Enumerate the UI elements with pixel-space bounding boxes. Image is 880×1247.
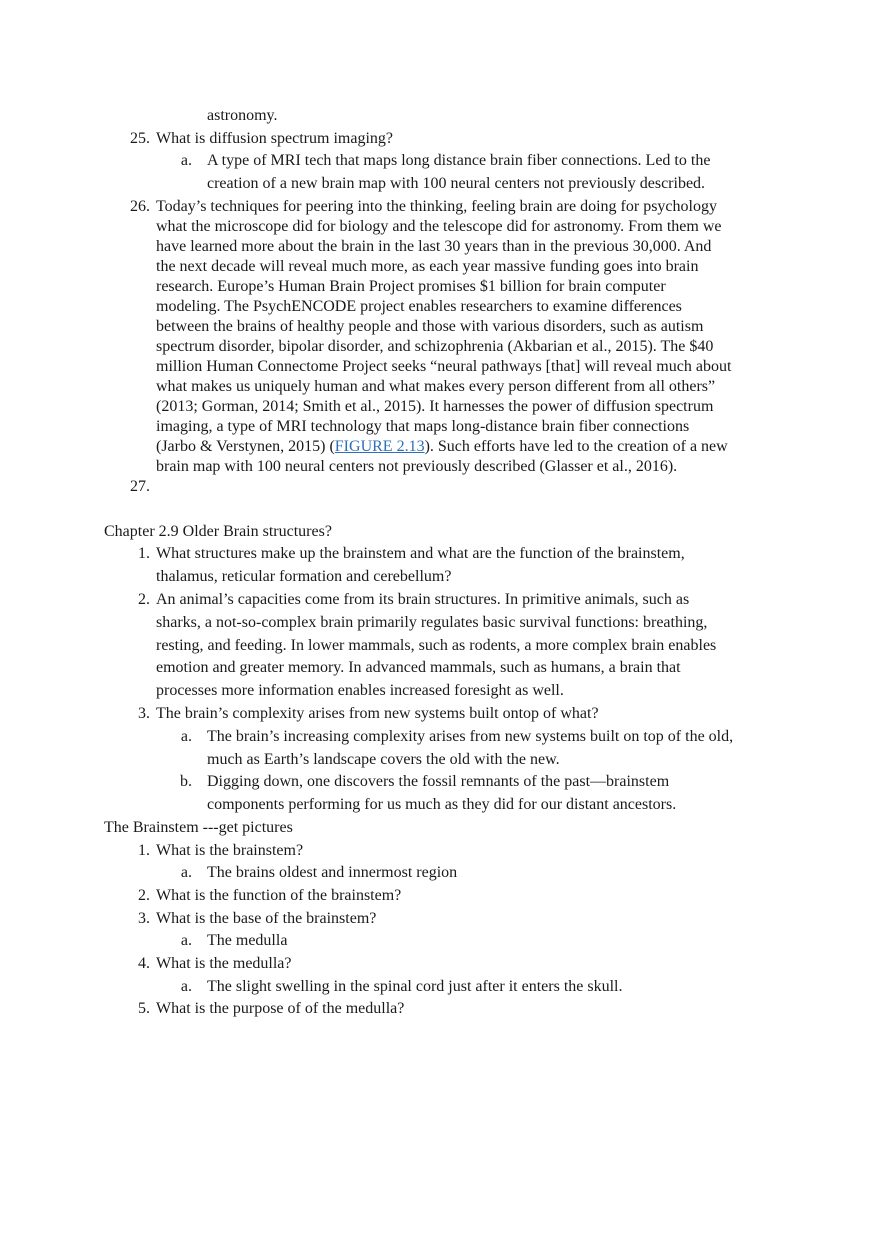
list-letter: a.: [180, 978, 192, 995]
paragraph-26-line-with-link: [156, 437, 728, 457]
paragraph-26-line: imaging, a type of MRI technology that maps long-distance brain fiber connections: [156, 418, 690, 435]
paragraph-26-line: modeling. The PsychENCODE project enables researchers to examine differences: [156, 298, 682, 315]
chapter-item-2-line: resting, and feeding. In lower mammals, such as rodents, a more complex brain enables: [156, 637, 717, 654]
paragraph-26-line: between the brains of healthy people and those with various disorders, such as autism: [156, 318, 704, 335]
paragraph-26-line: spectrum disorder, bipolar disorder, and schizophrenia (Akbarian et al., 2015). The $40: [156, 338, 714, 355]
chapter-item-1-line: thalamus, reticular formation and cerebellum?: [156, 568, 452, 585]
paragraph-26-line: research. Europe’s Human Brain Project promises $1 billion for brain computer: [156, 278, 666, 295]
paragraph-26-line: what makes us uniquely human and what makes every person different from all others”: [156, 378, 716, 395]
list-number: 2.: [138, 887, 150, 904]
list-letter: a.: [180, 152, 192, 169]
list-letter: a.: [180, 728, 192, 745]
list-number: 26.: [130, 198, 150, 215]
paragraph-26-text: ). Such efforts have led to the creation of a new: [424, 438, 728, 455]
paragraph-26-text: (Jarbo & Verstynen, 2015) (: [156, 438, 335, 455]
paragraph-26-line: what the microscope did for biology and the telescope did for astronomy. From them we: [156, 218, 722, 235]
chapter-item-2-line: processes more information enables increased foresight as well.: [156, 682, 564, 699]
brainstem-question-4: What is the medulla?: [156, 955, 292, 972]
brainstem-question-5: What is the purpose of of the medulla?: [156, 1000, 405, 1017]
brainstem-question-1: What is the brainstem?: [156, 842, 304, 859]
list-letter: a.: [180, 864, 192, 881]
figure-2-13-link[interactable]: FIGURE 2.13: [334, 438, 425, 455]
paragraph-26-line: have learned more about the brain in the last 30 years than in the previous 30,000. And: [156, 238, 712, 255]
paragraph-26-line: the next decade will reveal much more, as each year massive funding goes into brain: [156, 258, 699, 275]
chapter-item-3b-line: Digging down, one discovers the fossil remnants of the past—brainstem: [207, 773, 670, 790]
list-number: 1.: [138, 842, 150, 859]
chapter-item-2-line: An animal’s capacities come from its brain structures. In primitive animals, such as: [156, 591, 690, 608]
list-letter: b.: [180, 773, 192, 790]
question-25: What is diffusion spectrum imaging?: [156, 130, 393, 147]
brainstem-answer-4: The slight swelling in the spinal cord just after it enters the skull.: [207, 978, 623, 995]
chapter-item-3a-line: much as Earth’s landscape covers the old with the new.: [207, 751, 560, 768]
brainstem-question-3: What is the base of the brainstem?: [156, 910, 377, 927]
brainstem-answer-1: The brains oldest and innermost region: [207, 864, 458, 881]
list-letter: a.: [180, 932, 192, 949]
list-number: 2.: [138, 591, 150, 608]
chapter-item-3-question: The brain’s complexity arises from new systems built ontop of what?: [156, 705, 599, 722]
answer-25-line: creation of a new brain map with 100 neural centers not previously described.: [207, 175, 706, 192]
paragraph-26-line: million Human Connectome Project seeks “neural pathways [that] will reveal much about: [156, 358, 732, 375]
paragraph-26-line: (2013; Gorman, 2014; Smith et al., 2015). It harnesses the power of diffusion spectrum: [156, 398, 714, 415]
chapter-heading: Chapter 2.9 Older Brain structures?: [104, 523, 332, 540]
paragraph-26-line: Today’s techniques for peering into the thinking, feeling brain are doing for psychology: [156, 198, 717, 215]
chapter-item-2-line: sharks, a not-so-complex brain primarily regulates basic survival functions: breathing,: [156, 614, 708, 631]
brainstem-heading: The Brainstem ---get pictures: [104, 819, 293, 836]
list-number: 1.: [138, 545, 150, 562]
paragraph-26-line: brain map with 100 neural centers not previously described (Glasser et al., 2016).: [156, 458, 678, 475]
list-number: 3.: [138, 910, 150, 927]
brainstem-question-2: What is the function of the brainstem?: [156, 887, 402, 904]
list-number: 27.: [130, 478, 150, 495]
chapter-item-2-line: emotion and greater memory. In advanced mammals, such as humans, a brain that: [156, 659, 681, 676]
brainstem-answer-3: The medulla: [207, 932, 288, 949]
list-number: 4.: [138, 955, 150, 972]
chapter-item-3a-line: The brain’s increasing complexity arises from new systems built on top of the old,: [207, 728, 734, 745]
list-number: 5.: [138, 1000, 150, 1017]
chapter-item-1-line: What structures make up the brainstem and what are the function of the brainstem,: [156, 545, 685, 562]
continuation-text: astronomy.: [207, 107, 278, 124]
answer-25-line: A type of MRI tech that maps long distance brain fiber connections. Led to the: [207, 152, 711, 169]
chapter-item-3b-line: components performing for us much as they did for our distant ancestors.: [207, 796, 677, 813]
list-number: 25.: [130, 130, 150, 147]
list-number: 3.: [138, 705, 150, 722]
